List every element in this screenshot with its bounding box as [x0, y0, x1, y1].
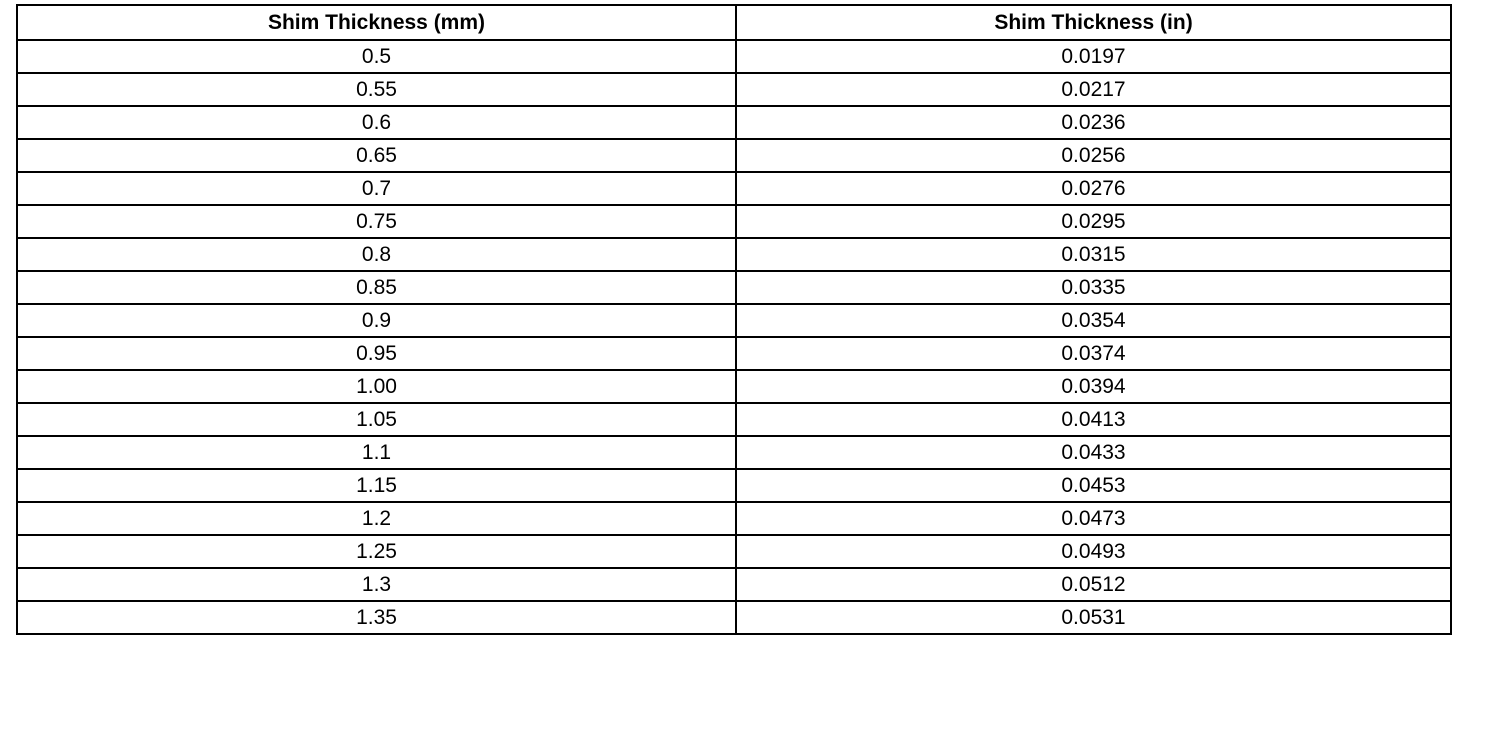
table-row	[17, 535, 1451, 568]
table-row	[17, 238, 1451, 271]
cell-mm: 1.1	[17, 436, 736, 469]
cell-mm: 0.65	[17, 139, 736, 172]
cell-in: 0.0236	[736, 106, 1451, 139]
cell-mm: 1.25	[17, 535, 736, 568]
cell-mm: 0.5	[17, 40, 736, 73]
cell-mm: 1.00	[17, 370, 736, 403]
cell-in: 0.0315	[736, 238, 1451, 271]
cell-in: 0.0256	[736, 139, 1451, 172]
cell-mm: 0.85	[17, 271, 736, 304]
header-in: Shim Thickness (in)	[736, 5, 1451, 40]
table-row	[17, 601, 1451, 634]
cell-in: 0.0413	[736, 403, 1451, 436]
cell-in: 0.0433	[736, 436, 1451, 469]
table-row	[17, 271, 1451, 304]
table-row	[17, 502, 1451, 535]
cell-in: 0.0473	[736, 502, 1451, 535]
table-row	[17, 469, 1451, 502]
table-row	[17, 73, 1451, 106]
cell-mm: 0.95	[17, 337, 736, 370]
cell-in: 0.0276	[736, 172, 1451, 205]
header-row	[17, 5, 1451, 40]
table-row	[17, 568, 1451, 601]
cell-mm: 0.7	[17, 172, 736, 205]
table-row	[17, 172, 1451, 205]
cell-in: 0.0374	[736, 337, 1451, 370]
header-mm: Shim Thickness (mm)	[17, 5, 736, 40]
table-header	[17, 5, 1451, 40]
cell-in: 0.0217	[736, 73, 1451, 106]
cell-in: 0.0295	[736, 205, 1451, 238]
table-row	[17, 205, 1451, 238]
table-row	[17, 370, 1451, 403]
cell-mm: 0.6	[17, 106, 736, 139]
cell-mm: 0.75	[17, 205, 736, 238]
cell-in: 0.0354	[736, 304, 1451, 337]
table-body	[17, 40, 1451, 634]
table-row	[17, 304, 1451, 337]
table-row	[17, 139, 1451, 172]
cell-mm: 0.8	[17, 238, 736, 271]
cell-in: 0.0197	[736, 40, 1451, 73]
cell-in: 0.0453	[736, 469, 1451, 502]
cell-mm: 0.9	[17, 304, 736, 337]
cell-mm: 1.15	[17, 469, 736, 502]
cell-mm: 0.55	[17, 73, 736, 106]
table-row	[17, 40, 1451, 73]
table-row	[17, 106, 1451, 139]
cell-in: 0.0394	[736, 370, 1451, 403]
cell-in: 0.0531	[736, 601, 1451, 634]
cell-mm: 1.2	[17, 502, 736, 535]
table-row	[17, 403, 1451, 436]
cell-mm: 1.05	[17, 403, 736, 436]
cell-in: 0.0335	[736, 271, 1451, 304]
shim-thickness-table	[16, 4, 1452, 635]
cell-mm: 1.35	[17, 601, 736, 634]
cell-mm: 1.3	[17, 568, 736, 601]
table-row	[17, 337, 1451, 370]
cell-in: 0.0493	[736, 535, 1451, 568]
cell-in: 0.0512	[736, 568, 1451, 601]
table-row	[17, 436, 1451, 469]
